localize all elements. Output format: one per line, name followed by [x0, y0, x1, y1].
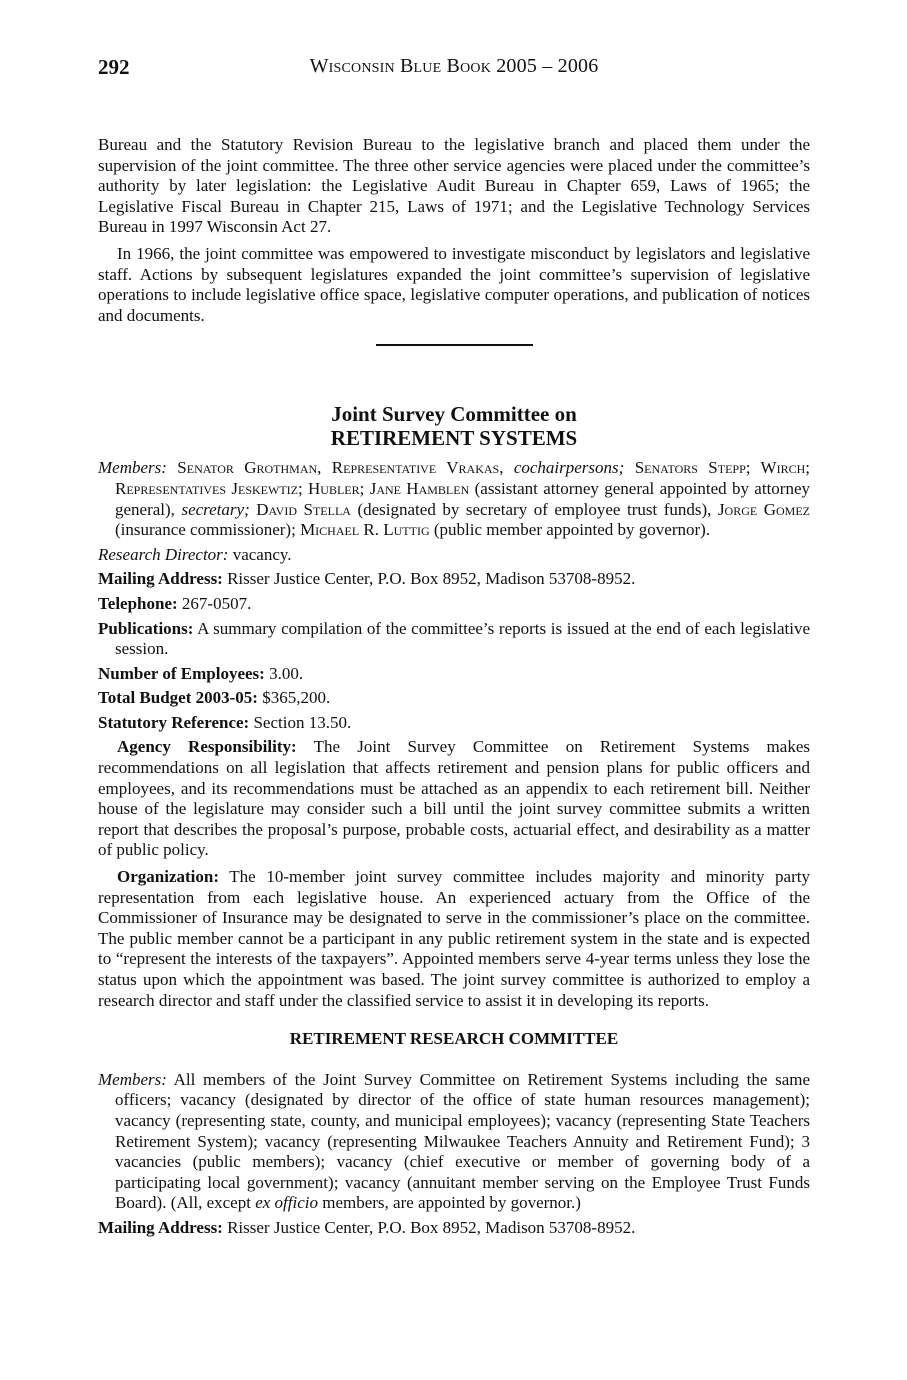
field-label: Statutory Reference: [98, 712, 250, 732]
mailing-address-entry [98, 569, 810, 590]
members-names: David Stella [256, 499, 351, 519]
members-entry [98, 458, 810, 540]
committee-title-line1: Joint Survey Committee on [331, 402, 577, 427]
members-names: Michael R. Luttig [300, 520, 430, 540]
members-names: Senators Stepp; Wirch; Representatives Jeskewtiz; Hubler; Jane Hamblen [115, 458, 810, 498]
members-role: secretary; [181, 499, 250, 519]
field-label: Total Budget 2003-05: [98, 688, 258, 708]
field-value: Risser Justice Center, P.O. Box 8952, Madison 53708-8952. [227, 1217, 636, 1237]
statutory-entry [98, 713, 810, 734]
field-label: Telephone: [98, 593, 178, 613]
members-note: (insurance commissioner); [115, 520, 296, 540]
field-value: The 10-member joint survey committee includes majority and minority party representation from each legislative house. An experienced actuary from the Office of the Commissioner of Insurance may be designated to serve in the commissioner’s place on the committee. The public member cannot be a participant in any public retirement system in the state and is expected to “represent the interests of the taxpayers”. Appointed members serve 4-year terms unless they lose the status upon which the appointment was based. The joint survey committee is authorized to employ a research director and staff under the classified service to assist it in developing its reports. [98, 867, 810, 1010]
members-note: (public member appointed by governor). [433, 520, 711, 540]
running-title: Wisconsin Blue Book 2005 – 2006 [309, 55, 599, 77]
page-body [98, 135, 810, 1243]
page-header [98, 55, 810, 85]
field-value: 267-0507. [181, 593, 252, 613]
intro-paragraph: Bureau and the Statutory Revision Bureau to the legislative branch and placed them under the supervision of the joint committee. The three other service agencies were placed under the committee’s authority by later legislation: the Legislative Audit Bureau in Chapter 659, Laws of 1965; the Legislative Fiscal Bureau in Chapter 215, Laws of 1971; and the Legislative Technology Services Bureau in 1997 Wisconsin Act 27. [98, 135, 810, 237]
organization-paragraph [98, 867, 810, 1011]
page-number: 292 [98, 55, 130, 79]
members-italic: ex officio [255, 1193, 318, 1213]
field-label: Mailing Address: [98, 569, 223, 589]
members-label: Members: [98, 458, 167, 478]
members-label: Members: [98, 1069, 167, 1089]
members-text: members, are appointed by governor.) [322, 1193, 581, 1213]
budget-entry [98, 688, 810, 709]
field-value: vacancy. [232, 544, 292, 564]
field-value: Risser Justice Center, P.O. Box 8952, Madison 53708-8952. [227, 569, 636, 589]
field-label: Number of Employees: [98, 663, 265, 683]
field-value: 3.00. [269, 663, 304, 683]
field-value: A summary compilation of the committee’s reports is issued at the end of each legislative session. [115, 618, 810, 659]
telephone-entry [98, 594, 810, 615]
research-mailing-entry [98, 1218, 810, 1239]
members-note: (assistant attorney general appointed by attorney general), [115, 478, 810, 519]
field-label: Mailing Address: [98, 1217, 223, 1237]
members-text: All members of the Joint Survey Committee on Retirement Systems including the same officers; vacancy (designated by director of the office of state human resources management); vacancy (representing state, county, and municipal employees); vacancy (representing State Teachers Retirement System); vacancy (representing Milwaukee Teachers Annuity and Retirement Fund); 3 vacancies (public members); vacancy (chief executive or member of governing body of a participating local government); vacancy (annuitant member serving on the Employee Trust Funds Board). (All, except [115, 1069, 811, 1213]
members-role: cochairpersons; [513, 458, 625, 478]
responsibility-paragraph [98, 737, 810, 861]
members-names: Senator Grothman, Representative Vrakas, [177, 458, 504, 478]
research-members-entry [98, 1070, 810, 1214]
publications-entry [98, 619, 810, 660]
field-label: Organization: [117, 867, 219, 887]
field-label: Research Director: [98, 544, 229, 564]
section-divider [376, 344, 533, 346]
field-value: $365,200. [262, 688, 331, 708]
subcommittee-title: RETIREMENT RESEARCH COMMITTEE [289, 1029, 619, 1049]
committee-title-line2: RETIREMENT SYSTEMS [330, 426, 578, 451]
field-value: The Joint Survey Committee on Retirement Systems makes recommendations on all legislation that affects retirement and pension plans for public officers and employees, and its recommendations must be attached as an appendix to each retirement bill. Neither house of the legislature may consider such a bill until the joint survey committee submits a written report that describes the proposal’s purpose, probable costs, actuarial effect, and desirability as a matter of public policy. [98, 737, 810, 860]
intro-paragraph: In 1966, the joint committee was empowered to investigate misconduct by legislators and legislative staff. Actions by subsequent legislatures expanded the joint committee’s supervision of legislative operations to include legislative office space, legislative computer operations, and publication of notices and documents. [98, 243, 810, 325]
field-label: Publications: [98, 618, 194, 638]
field-value: Section 13.50. [253, 712, 352, 732]
field-label: Agency Responsibility: [117, 737, 297, 757]
research-director-entry [98, 545, 810, 566]
committee-title [98, 402, 810, 450]
members-note: (designated by secretary of employee trust funds), [357, 499, 712, 519]
employees-entry [98, 664, 810, 685]
members-names: Jorge Gomez [717, 499, 811, 519]
